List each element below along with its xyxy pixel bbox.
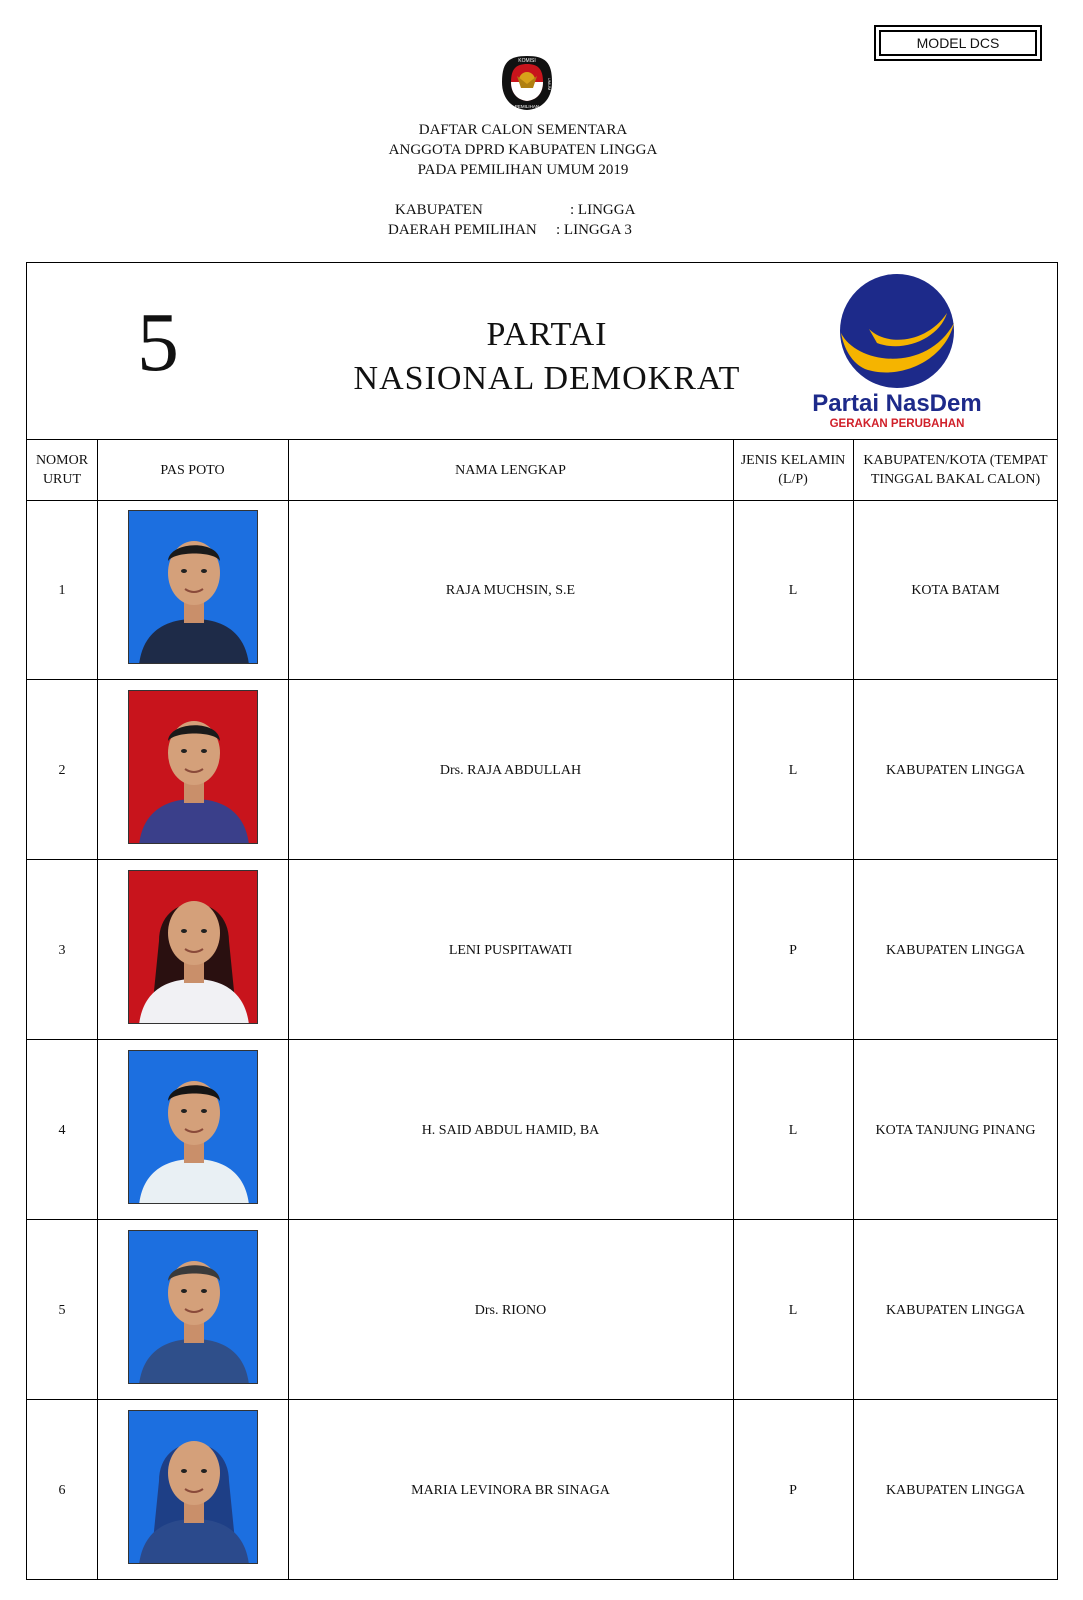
candidate-name: H. SAID ABDUL HAMID, BA xyxy=(421,1122,600,1138)
candidate-rows xyxy=(27,501,1057,1579)
candidate-residence: KABUPATEN LINGGA xyxy=(885,1302,1026,1318)
candidate-name: MARIA LEVINORA BR SINAGA xyxy=(411,1483,610,1498)
party-name-line-2: NASIONAL DEMOKRAT xyxy=(353,360,741,397)
candidate-number: 6 xyxy=(58,1483,66,1498)
document-heading xyxy=(300,120,746,180)
table-row xyxy=(27,1401,1057,1580)
candidate-photo xyxy=(128,870,258,1024)
party-name-line-1: PARTAI xyxy=(486,316,608,353)
candidate-residence: KABUPATEN LINGGA xyxy=(885,762,1026,778)
candidate-name: Drs. RAJA ABDULLAH xyxy=(439,762,582,778)
col-header-jenis: JENIS KELAMIN (L/P) xyxy=(733,440,853,501)
candidate-number: 4 xyxy=(58,1122,66,1138)
candidate-residence: KOTA TANJUNG PINANG xyxy=(875,1122,1036,1138)
dapil-label: DAERAH PEMILIHAN xyxy=(388,222,537,238)
table-row xyxy=(27,501,1057,680)
col-header-foto: PAS POTO xyxy=(97,440,288,501)
candidate-table xyxy=(26,262,1058,1580)
candidate-residence: KABUPATEN LINGGA xyxy=(885,1483,1026,1498)
candidate-gender: L xyxy=(788,1122,798,1138)
party-name xyxy=(287,313,807,401)
candidate-gender: P xyxy=(789,942,797,958)
party-number: 5 xyxy=(137,296,179,389)
candidate-number: 5 xyxy=(58,1302,66,1318)
nasdem-logo-tagline: GERAKAN PERUBAHAN xyxy=(829,418,965,430)
candidate-residence: KOTA BATAM xyxy=(911,582,1000,598)
candidate-photo xyxy=(128,1410,258,1564)
table-row xyxy=(27,861,1057,1040)
region-info xyxy=(388,200,636,240)
dapil-value: : LINGGA 3 xyxy=(556,222,632,238)
candidate-photo xyxy=(128,1050,258,1204)
kpu-seal-side-text: UMUM xyxy=(547,77,552,91)
nasdem-logo-text: Partai NasDem xyxy=(812,390,982,417)
candidate-gender: P xyxy=(789,1483,797,1498)
col-header-nomor: NOMOR URUT xyxy=(27,440,97,501)
candidate-number: 2 xyxy=(58,762,66,778)
table-row xyxy=(27,1041,1057,1220)
kpu-seal-logo xyxy=(499,54,555,112)
candidate-gender: L xyxy=(788,762,798,778)
candidate-residence: KABUPATEN LINGGA xyxy=(885,942,1026,958)
model-dcs-box xyxy=(874,25,1042,61)
candidate-photo xyxy=(128,690,258,844)
heading-line-2: ANGGOTA DPRD KABUPATEN LINGGA xyxy=(388,142,658,158)
kabupaten-label: KABUPATEN xyxy=(395,202,483,218)
heading-line-3: PADA PEMILIHAN UMUM 2019 xyxy=(417,162,629,178)
candidate-photo xyxy=(128,1230,258,1384)
model-dcs-label: MODEL DCS xyxy=(879,30,1037,56)
candidate-name: LENI PUSPITAWATI xyxy=(448,942,573,958)
col-header-kab: KABUPATEN/KOTA (TEMPAT TINGGAL BAKAL CALON) xyxy=(853,440,1058,501)
kpu-seal-bottom-text: PEMILIHAN xyxy=(514,104,540,109)
candidate-name: Drs. RIONO xyxy=(474,1302,547,1318)
table-row xyxy=(27,1221,1057,1400)
candidate-number: 3 xyxy=(58,942,66,958)
candidate-number: 1 xyxy=(58,582,66,598)
heading-line-1: DAFTAR CALON SEMENTARA xyxy=(418,122,628,138)
candidate-gender: L xyxy=(788,1302,798,1318)
candidate-name: RAJA MUCHSIN, S.E xyxy=(445,582,576,598)
kpu-seal-top-text: KOMISI xyxy=(518,58,536,64)
candidate-photo xyxy=(128,510,258,664)
party-header xyxy=(27,263,1057,440)
table-row xyxy=(27,681,1057,860)
nasdem-logo xyxy=(807,273,1012,433)
kabupaten-value: : LINGGA xyxy=(570,202,636,218)
candidate-gender: L xyxy=(788,582,798,598)
col-header-nama: NAMA LENGKAP xyxy=(288,440,733,501)
